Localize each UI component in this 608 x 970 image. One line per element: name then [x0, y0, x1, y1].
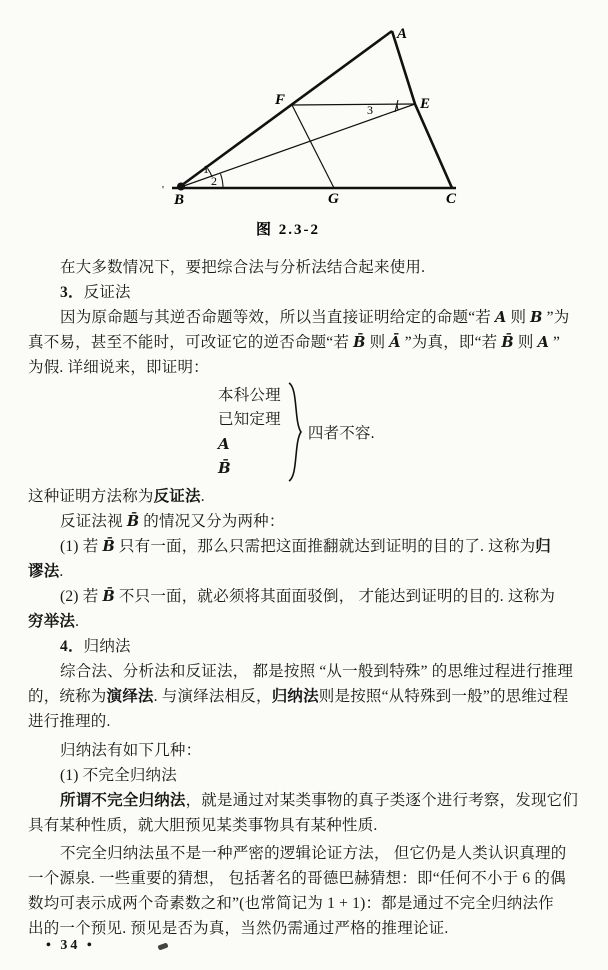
scan-smudge: [157, 942, 168, 950]
scan-tick-mark: ': [162, 184, 164, 196]
label-B: B: [174, 192, 185, 208]
paragraph-two-kinds: 反证法视 B̄ 的情况又分为两种：: [60, 513, 285, 530]
triangle-figure: [0, 0, 608, 250]
figure-caption: 图 2.3-2: [256, 222, 320, 238]
paragraph-incomplete-def-line2: 具有某种性质，就大胆预见某类事物具有某种性质.: [28, 817, 378, 834]
edge-BA: [178, 31, 392, 188]
brace-item-axioms: 本科公理: [218, 387, 281, 404]
paragraph-contrapositive-line1: 因为原命题与其逆否命题等效，所以当直接证明给定的命题“若 A 则 B ”为: [60, 309, 570, 326]
label-angle-3: 3: [367, 103, 373, 117]
paragraph-deduction-line1: 综合法、分析法和反证法， 都是按照 “从一般到特殊” 的思维过程进行推理: [60, 663, 574, 680]
heading-section-3: 3．反证法: [60, 284, 131, 301]
paragraph-incomplete-heading: (1) 不完全归纳法: [60, 767, 177, 784]
paragraph-goldbach-line2: 一个源泉. 一些重要的猜想， 包括著名的哥德巴赫猜想：即“任何不小于 6 的偶: [28, 870, 566, 887]
paragraph-induction-kinds: 归纳法有如下几种：: [60, 742, 202, 759]
brace-item-A: A: [218, 435, 230, 453]
page-number: • 34 •: [46, 938, 95, 953]
paragraph-incomplete-def-line1: 所谓不完全归纳法，就是通过对某类事物的真子类逐个进行考察，发现它们: [60, 792, 579, 809]
label-G: G: [328, 191, 339, 207]
brace-item-list: [218, 384, 281, 480]
paragraph-goldbach-line4: 出的一个预见. 预见是否为真，当然仍需通过严格的推理论证.: [28, 920, 449, 937]
label-E: E: [420, 96, 431, 112]
paragraph-case2-line2: 穷举法.: [28, 613, 80, 630]
paragraph-case1-line2: 谬法.: [28, 563, 64, 580]
point-B-dot: [177, 183, 185, 191]
paragraph-intro: 在大多数情况下，要把综合法与分析法结合起来使用.: [60, 259, 426, 276]
body-text: [28, 255, 594, 941]
paragraph-goldbach-line3: 数均可表示成两个奇素数之和”(也常简记为 1 + 1)：都是通过不完全归纳法作: [28, 895, 554, 912]
paragraph-deduction-line2: 的，统称为演绎法. 与演绎法相反，归纳法则是按照“从特殊到一般”的思维过程: [28, 688, 569, 705]
paragraph-contrapositive-line2: 真不易，甚至不能时，可改证它的逆否命题“若 B̄ 则 Ā ”为真，即“若 B̄ 则 A ”: [28, 334, 561, 351]
label-angle-1: 1: [203, 162, 209, 176]
heading-section-4: 4．归纳法: [60, 638, 131, 655]
paragraph-case1-line1: (1) 若 B̄ 只有一面，那么只需把这面推翻就达到证明的目的了. 这称为归: [60, 538, 551, 555]
brace-display: [218, 380, 594, 484]
brace-item-B-bar: B̄: [218, 459, 231, 477]
angle-2-arc: [221, 174, 224, 188]
paragraph-method-name: 这种证明方法称为反证法.: [28, 488, 205, 505]
paragraph-contrapositive-line3: 为假. 详细说来，即证明：: [28, 359, 209, 376]
label-angle-2: 2: [211, 174, 217, 188]
paragraph-goldbach-line1: 不完全归纳法虽不是一种严密的逻辑论证方法， 但它仍是人类认识真理的: [60, 845, 567, 862]
brace-label: 四者不容.: [307, 425, 375, 442]
label-A: A: [397, 26, 408, 42]
label-C: C: [446, 191, 457, 207]
segment-FG: [292, 105, 334, 188]
paragraph-case2-line1: (2) 若 B̄ 不只一面，就必须将其面面驳倒， 才能达到证明的目的. 这称为: [60, 588, 556, 605]
paragraph-deduction-line3: 进行推理的.: [28, 713, 111, 730]
label-F: F: [275, 92, 286, 108]
brace-item-theorems: 已知定理: [218, 411, 281, 428]
right-brace: [287, 382, 303, 482]
